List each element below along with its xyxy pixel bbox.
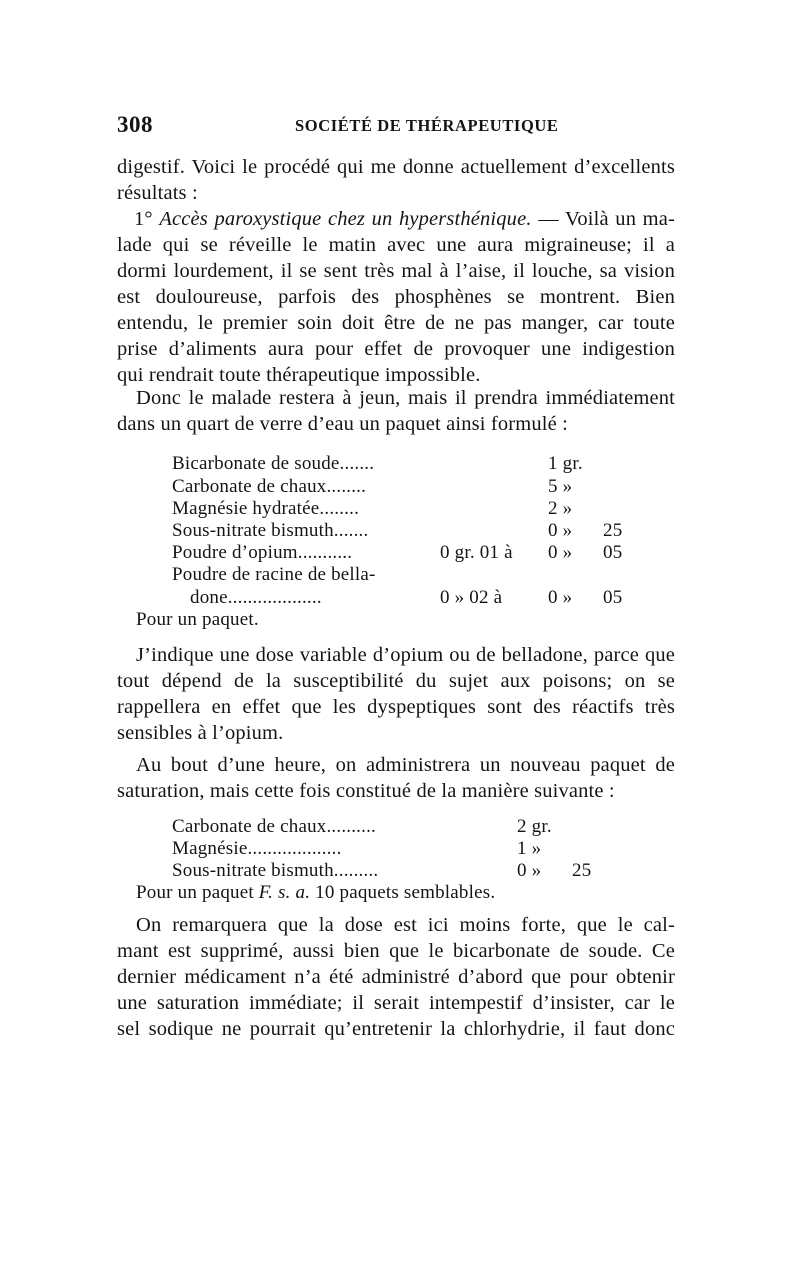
section-number: 1° <box>134 208 160 230</box>
ingredient-quantity: 0 » <box>517 860 542 881</box>
ingredient-name: Magnésie................... <box>172 838 342 859</box>
text-line: digestif. Voici le procédé qui me donne actuellement d’excellents <box>117 156 675 178</box>
text-line: mant est supprimé, aussi bien que le bicarbonate de soude. Ce <box>117 940 675 962</box>
ingredient-range: 0 gr. 01 à <box>440 542 513 563</box>
ingredient-name: Bicarbonate de soude....... <box>172 453 375 474</box>
ingredient-fraction: 25 <box>572 860 592 881</box>
ingredient-quantity: 2 gr. <box>517 816 552 837</box>
ingredient-name: Sous-nitrate bismuth......... <box>172 860 379 881</box>
text-line: entendu, le premier soin doit être de ne pas manger, car toute <box>117 312 675 334</box>
text-line: Au bout d’une heure, on administrera un nouveau paquet de <box>136 754 675 776</box>
text-run: — Voilà un ma- <box>531 208 675 230</box>
section-heading-line <box>117 206 675 232</box>
footer-text: 10 paquets semblables. <box>310 882 496 903</box>
text-line: dormi lourdement, il se sent très mal à l’aise, il louche, sa vision <box>117 260 675 282</box>
text-line: résultats : <box>117 182 198 204</box>
page-header <box>117 112 677 142</box>
ingredient-name: Carbonate de chaux........ <box>172 476 367 497</box>
ingredient-name: Sous-nitrate bismuth....... <box>172 520 369 541</box>
ingredient-fraction: 05 <box>603 587 623 608</box>
page-number: 308 <box>117 112 153 137</box>
ingredient-fraction: 05 <box>603 542 623 563</box>
ingredient-name: done................... <box>190 587 322 608</box>
text-line: sel sodique ne pourrait qu’entretenir la chlorhydrie, il faut donc <box>117 1018 675 1040</box>
section-title-italic: Accès paroxystique chez un hypersthénique. <box>159 208 532 230</box>
text-line: rappellera en effet que les dyspeptiques sont des réactifs très <box>117 696 675 718</box>
text-line: qui rendrait toute thérapeutique impossible. <box>117 364 481 386</box>
text-line: saturation, mais cette fois constitué de la manière suivante : <box>117 780 615 802</box>
text-line: une saturation immédiate; il serait intempestif d’insister, car le <box>117 992 675 1014</box>
ingredient-name: Magnésie hydratée........ <box>172 498 360 519</box>
ingredient-name: Carbonate de chaux.......... <box>172 816 376 837</box>
ingredient-quantity: 2 » <box>548 498 573 519</box>
ingredient-name: Poudre d’opium........... <box>172 542 353 563</box>
footer-abbrev-italic: F. s. a. <box>258 882 311 903</box>
running-title: SOCIÉTÉ DE THÉRAPEUTIQUE <box>295 116 559 135</box>
ingredient-name: Poudre de racine de bella- <box>172 564 376 585</box>
ingredient-quantity: 0 » <box>548 587 573 608</box>
ingredient-quantity: 1 » <box>517 838 542 859</box>
text-line: tout dépend de la susceptibilité du sujet aux poisons; on se <box>117 670 675 692</box>
text-line: Donc le malade restera à jeun, mais il prendra immédiatement <box>136 387 675 409</box>
text-line: J’indique une dose variable d’opium ou de belladone, parce que <box>136 644 675 666</box>
ingredient-quantity: 5 » <box>548 476 573 497</box>
ingredient-fraction: 25 <box>603 520 623 541</box>
ingredient-quantity: 1 gr. <box>548 453 583 474</box>
text-line: est douloureuse, parfois des phosphènes se montrent. Bien <box>117 286 675 308</box>
ingredient-range: 0 » 02 à <box>440 587 503 608</box>
text-line: dernier médicament n’a été administré d’abord que pour obtenir <box>117 966 675 988</box>
footer-text: Pour un paquet <box>136 882 259 903</box>
text-line: sensibles à l’opium. <box>117 722 284 744</box>
ingredient-quantity: 0 » <box>548 520 573 541</box>
formula-footer <box>136 881 495 904</box>
text-line: On remarquera que la dose est ici moins forte, que le cal- <box>136 914 675 936</box>
text-line: dans un quart de verre d’eau un paquet ainsi formulé : <box>117 413 568 435</box>
text-line: prise d’aliments aura pour effet de provoquer une indigestion <box>117 338 675 360</box>
text-line: lade qui se réveille le matin avec une aura migraineuse; il a <box>117 234 675 256</box>
formula-footer: Pour un paquet. <box>136 609 259 630</box>
ingredient-quantity: 0 » <box>548 542 573 563</box>
